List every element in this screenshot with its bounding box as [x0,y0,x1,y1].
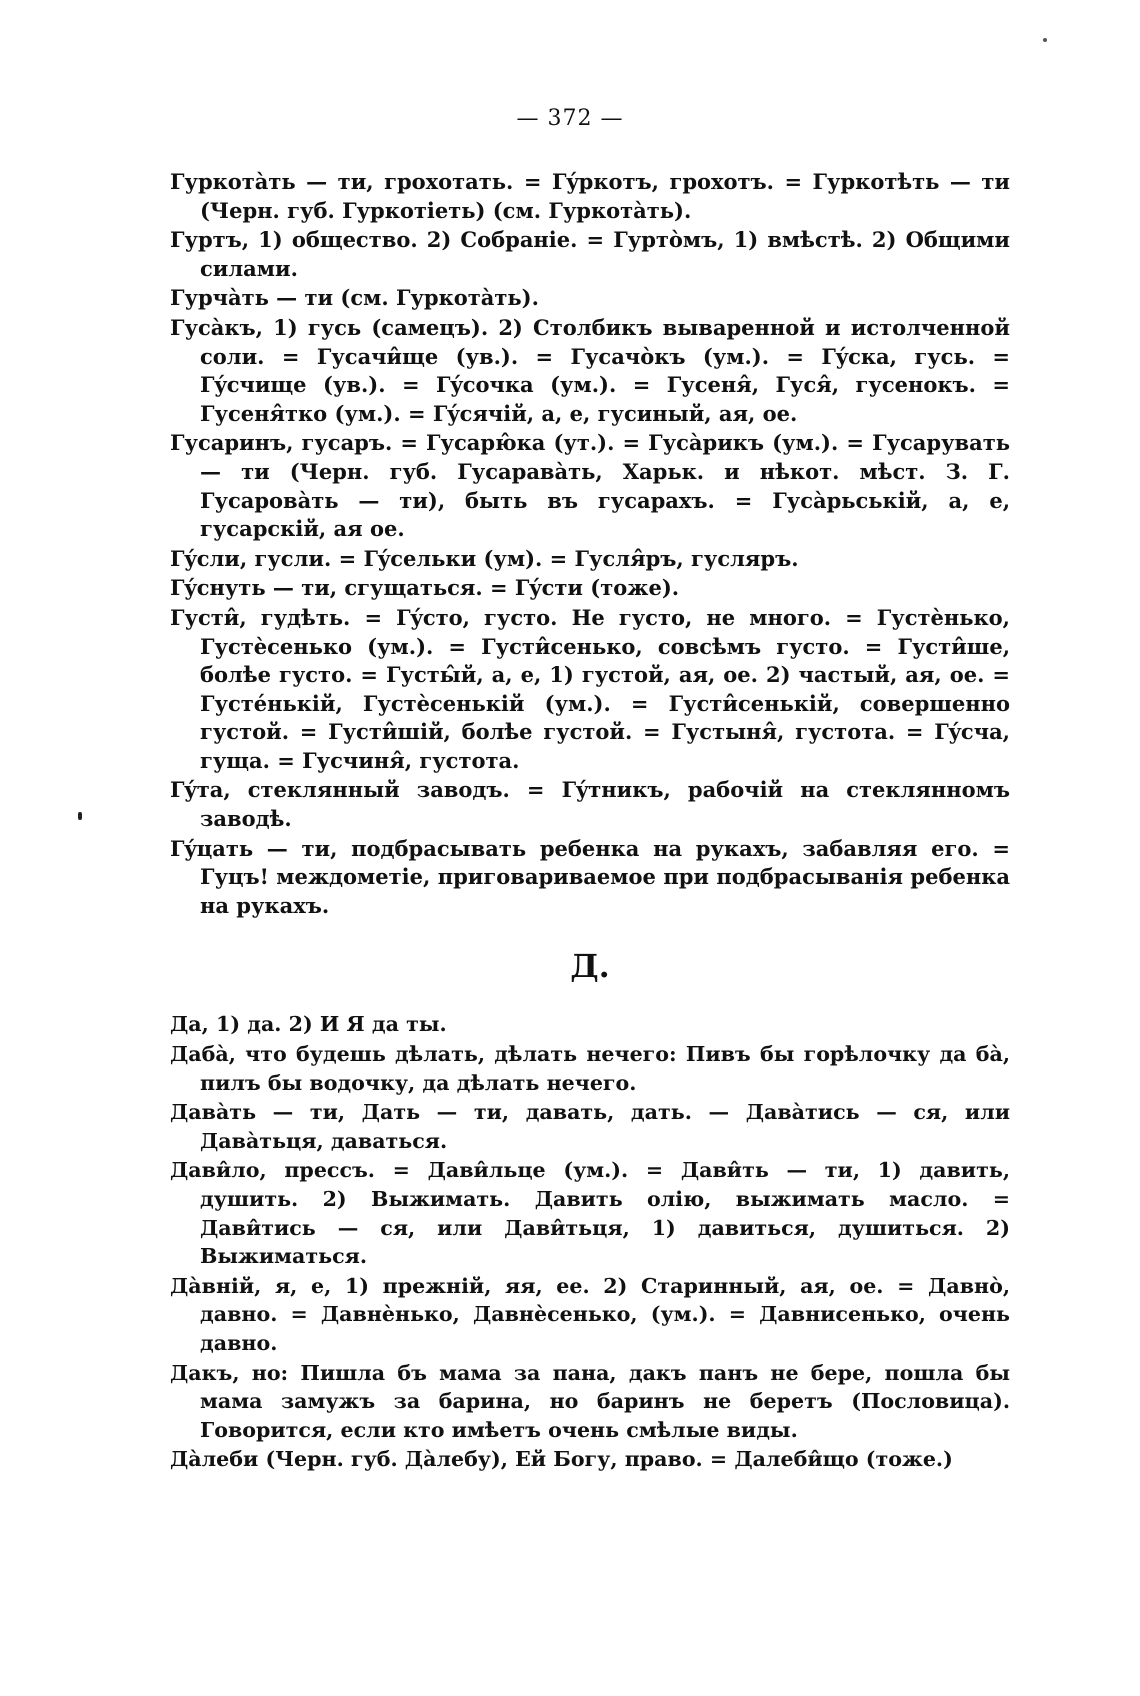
page-corner-speck [1043,38,1047,42]
section-letter-heading: Д. [570,947,610,986]
dictionary-entry: Дакъ, но: Пишла бъ мама за пана, дакъ панъ не бере, пошла бы мама замужъ за барина, но баринъ не беретъ (Пословица). Говорится, если кто имѣетъ очень смѣлые виды. [170,1360,1010,1442]
dictionary-entry: Густи̂, гудѣть. = Гýсто, густо. Не густо, не много. = Густèнько, Густèсенько (ум.). = Густи̂сенько, совсѣмъ густо. = Густи̂ше, болѣе густо. = Густы̂й, а, е, 1) густой, ая, ое. 2) частый, ая, ое. = Густéнькій, Густèсенькій (ум.). = Густи̂сенькій, совершенно густой. = Густи̂шій, болѣе густой. = Густыня̂, густота. = Гýсча, гуща. = Гусчиня̂, густота. [170,604,1010,773]
dictionary-entry: Да, 1) да. 2) И Я да ты. [170,1012,447,1037]
dictionary-entry: Гуркотàть — ти, грохотать. = Гýркотъ, грохотъ. = Гуркотѣть — ти (Черн. губ. Гуркотіеть) (см. Гуркотàть). [170,169,1010,223]
dictionary-entry: Гурчàть — ти (см. Гуркотàть). [170,285,539,311]
dictionary-entry: Гусаринъ, гусаръ. = Гусарю̂ка (ут.). = Гусàрикъ (ум.). = Гусарувать — ти (Черн. губ. Гусаравàть, Харьк. и нѣкот. мѣст. З. Г. Гусаровàть — ти), быть въ гусарахъ. = Гусàрьській, а, е, гусарскій, ая ое. [170,430,1010,542]
dictionary-entry: Дави̂ло, прессъ. = Дави̂льце (ум.). = Дави̂ть — ти, 1) давить, душить. 2) Выжимать. Давить олію, выжимать масло. = Дави̂тись — ся, или Дави̂тьця, 1) давиться, душиться. 2) Выжиматься. [170,1158,1010,1269]
dictionary-entry: Давàть — ти, Дать — ти, давать, дать. — Давàтись — ся, или Давàтьця, даваться. [170,1100,1010,1153]
section-d-entries [170,1010,1010,1474]
dictionary-entry: Дàвній, я, е, 1) прежній, яя, ее. 2) Старинный, ая, ое. = Давнò, давно. = Давнèнько, Давнèсенько, (ум.). = Давнисенько, очень давно. [170,1273,1010,1355]
dictionary-column [170,168,1010,1475]
dictionary-entry: Дабà, что будешь дѣлать, дѣлать нечего: Пивъ бы горѣлочку да бà, пилъ бы водочку, да дѣлать нечего. [170,1042,1010,1095]
dictionary-entry: Гýцать — ти, подбрасывать ребенка на рукахъ, забавляя его. = Гуцъ! междометіе, приговариваемое при подбрасыванія ребенка на рукахъ. [170,835,1010,918]
section-g-entries [170,168,1010,920]
margin-ink-speck [78,812,82,820]
page-number: — 372 — [516,106,624,131]
dictionary-entry: Гусàкъ, 1) гусь (самецъ). 2) Столбикъ вываренной и истолченной соли. = Гусачи̂ще (ув.). = Гусачòкъ (ум.). = Гýска, гусь. = Гýсчище (ув.). = Гýсочка (ум.). = Гусеня̂, Гуся̂, гусенокъ. = Гусеня̂тко (ум.). = Гýсячій, а, е, гусиный, ая, ое. [170,314,1010,426]
dictionary-entry: Гýснуть — ти, сгущаться. = Гýсти (тоже). [170,575,680,601]
dictionary-entry: Гýсли, гусли. = Гýсельки (ум). = Гусля̂ръ, гусляръ. [170,545,799,571]
dictionary-entry: Дàлеби (Черн. губ. Дàлебу), Ей Богу, право. = Далеби̂що (тоже.) [170,1447,953,1472]
dictionary-entry: Гýта, стеклянный заводъ. = Гýтникъ, рабочій на стеклянномъ заводѣ. [170,777,1010,832]
dictionary-entry: Гуртъ, 1) общество. 2) Собраніе. = Гуртòмъ, 1) вмѣстѣ. 2) Общими силами. [170,227,1010,281]
